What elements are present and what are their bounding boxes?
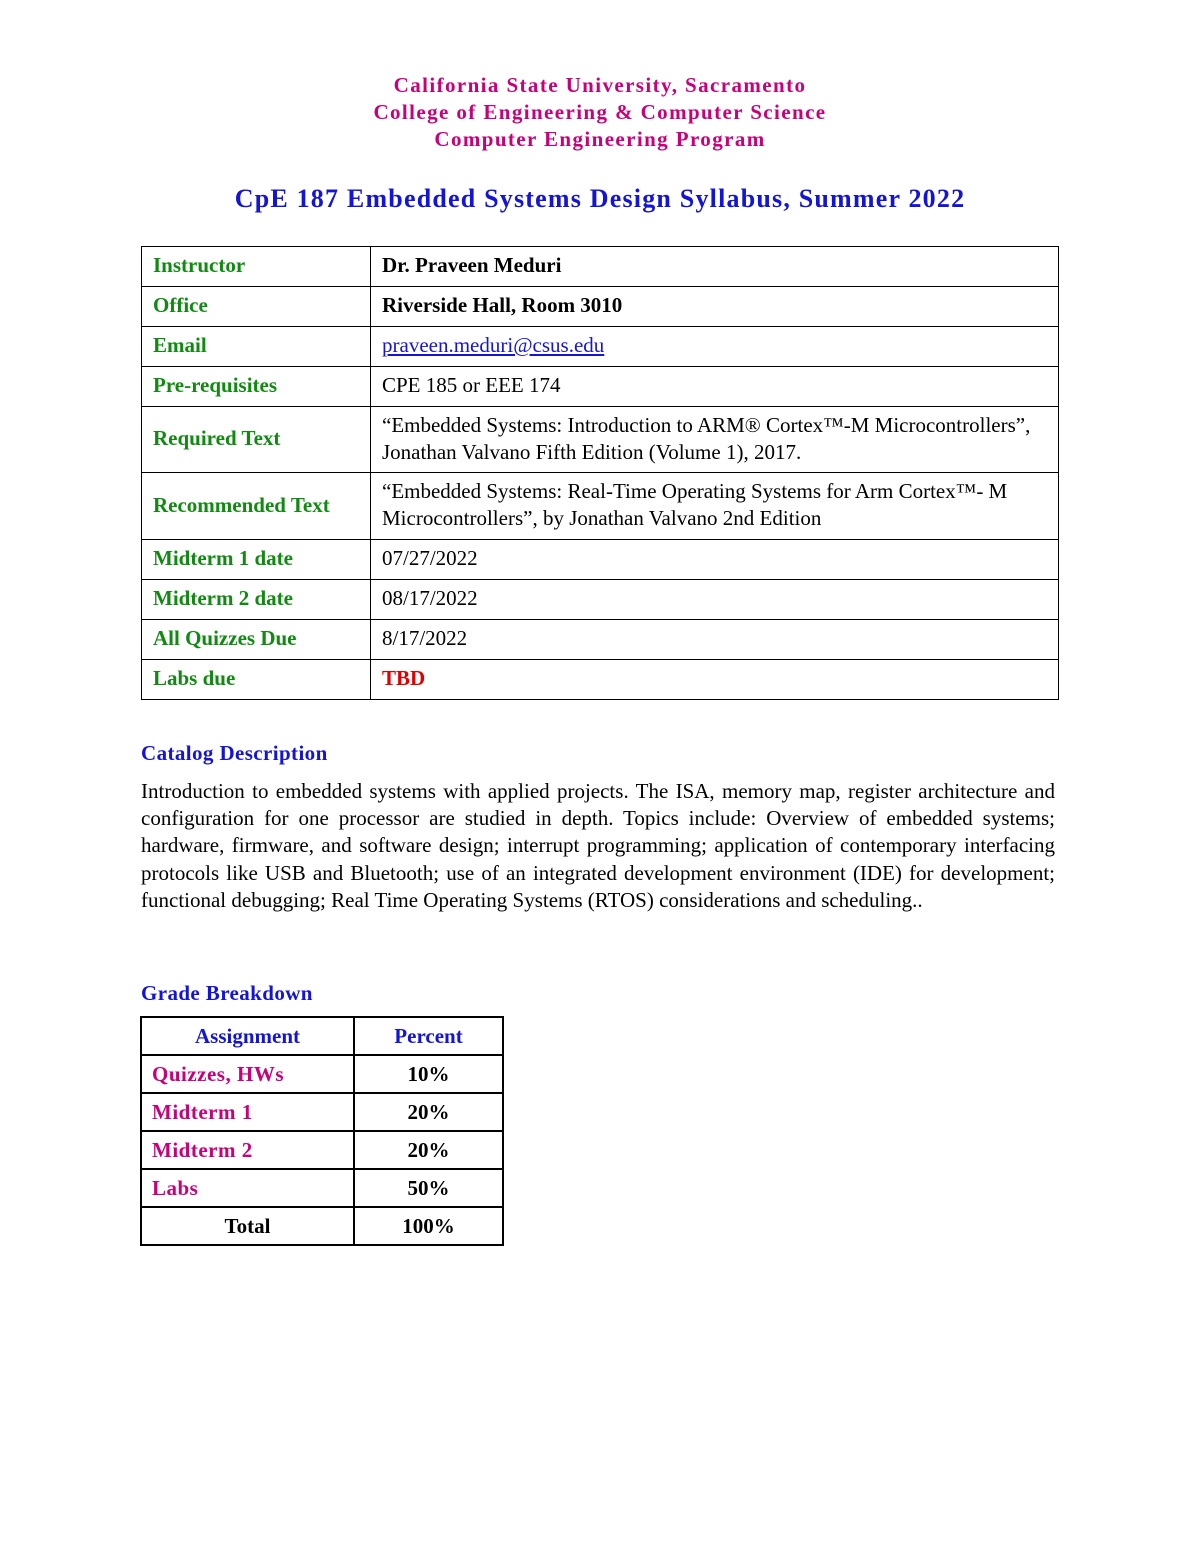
info-row	[142, 580, 1059, 620]
info-label: All Quizzes Due	[142, 620, 371, 660]
assignment-column-header: Assignment	[141, 1017, 354, 1055]
info-row	[142, 407, 1059, 473]
info-row	[142, 247, 1059, 287]
percent-column-header: Percent	[354, 1017, 503, 1055]
institution-header	[0, 72, 1200, 153]
course-info-table	[141, 246, 1059, 700]
page-title: CpE 187 Embedded Systems Design Syllabus, Summer 2022	[234, 184, 966, 213]
grade-row	[141, 1093, 503, 1131]
instructor-value: Dr. Praveen Meduri	[371, 247, 1059, 287]
info-label: Office	[142, 287, 371, 327]
info-label: Email	[142, 327, 371, 367]
info-label: Instructor	[142, 247, 371, 287]
info-row	[142, 620, 1059, 660]
info-label: Required Text	[142, 407, 371, 473]
grade-percent: 20%	[354, 1131, 503, 1169]
prereq-value: CPE 185 or EEE 174	[371, 367, 1059, 407]
university-name: California State University, Sacramento	[393, 73, 807, 97]
quizzes-value: 8/17/2022	[371, 620, 1059, 660]
midterm1-value: 07/27/2022	[371, 540, 1059, 580]
midterm2-value: 08/17/2022	[371, 580, 1059, 620]
info-row	[142, 540, 1059, 580]
email-cell	[371, 327, 1059, 367]
grade-breakdown-heading: Grade Breakdown	[141, 981, 313, 1005]
grade-percent: 10%	[354, 1055, 503, 1093]
total-label: Total	[141, 1207, 354, 1245]
grade-item: Midterm 1	[141, 1093, 354, 1131]
grade-item: Labs	[141, 1169, 354, 1207]
labs-due-value: TBD	[371, 660, 1059, 700]
email-link[interactable]: praveen.meduri@csus.edu	[382, 333, 605, 357]
grade-percent: 20%	[354, 1093, 503, 1131]
grade-row	[141, 1169, 503, 1207]
info-row	[142, 367, 1059, 407]
info-label: Midterm 1 date	[142, 540, 371, 580]
grade-total-row	[141, 1207, 503, 1245]
grade-item: Quizzes, HWs	[141, 1055, 354, 1093]
college-name: College of Engineering & Computer Science	[373, 100, 827, 124]
info-row	[142, 660, 1059, 700]
info-label: Labs due	[142, 660, 371, 700]
catalog-description: Introduction to embedded systems with applied projects. The ISA, memory map, register architecture and configuration for one processor are studied in depth. Topics include: Overview of embedded systems; hardware, firmware, and software design; interrupt programming; application of contemporary interfacing protocols like USB and Bluetooth; use of an integrated development environment (IDE) for development; functional debugging; Real Time Operating Systems (RTOS) considerations and scheduling..	[141, 779, 1055, 912]
catalog-heading: Catalog Description	[141, 741, 328, 765]
office-value: Riverside Hall, Room 3010	[371, 287, 1059, 327]
program-name: Computer Engineering Program	[434, 127, 766, 151]
info-label: Recommended Text	[142, 473, 371, 540]
info-row	[142, 473, 1059, 540]
total-percent: 100%	[354, 1207, 503, 1245]
grade-item: Midterm 2	[141, 1131, 354, 1169]
grade-breakdown-table	[140, 1016, 504, 1246]
recommended-text-value: “Embedded Systems: Real-Time Operating Systems for Arm Cortex™- M Microcontrollers”, by Jonathan Valvano 2nd Edition	[371, 473, 1059, 540]
grade-row	[141, 1055, 503, 1093]
info-label: Pre-requisites	[142, 367, 371, 407]
grade-header-row	[141, 1017, 503, 1055]
grade-row	[141, 1131, 503, 1169]
grade-percent: 50%	[354, 1169, 503, 1207]
info-row	[142, 327, 1059, 367]
required-text-value: “Embedded Systems: Introduction to ARM® Cortex™-M Microcontrollers”, Jonathan Valvano Fifth Edition (Volume 1), 2017.	[371, 407, 1059, 473]
info-label: Midterm 2 date	[142, 580, 371, 620]
info-row	[142, 287, 1059, 327]
